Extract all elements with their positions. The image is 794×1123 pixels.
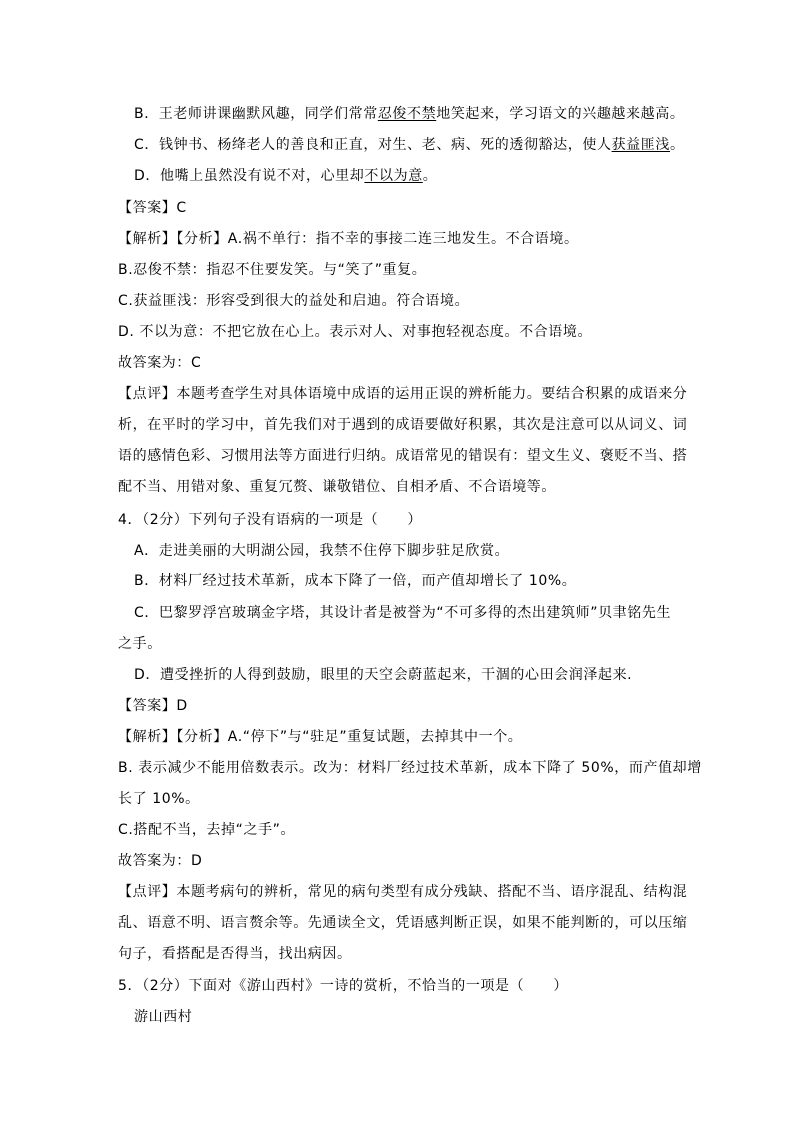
underlined-idiom: 不以为意 [364,168,423,184]
option-line: A．走进美丽的大明湖公园，我禁不住停下脚步驻足欣赏。 [134,543,510,559]
answer-line: 【答案】C [118,200,187,216]
analysis-line: 长了 10%。 [118,791,200,807]
comment-line: 配不当、用错对象、重复冗赘、谦敬错位、自相矛盾、不合语境等。 [118,479,556,495]
comment-line: 语的感情色彩、习惯用法等方面进行归纳。成语常见的错误有：望文生义、褒贬不当、搭 [118,448,688,464]
comment-line: 【点评】本题考查学生对具体语境中成语的运用正误的辨析能力。要结合积累的成语来分 [118,386,688,402]
option-line: C．巴黎罗浮宫玻璃金字塔，其设计者是被誉为“不可多得的杰出建筑师”贝聿铭先生 [134,605,672,621]
underlined-idiom: 忍俊不禁 [377,106,437,122]
option-line: 之手。 [118,636,162,652]
analysis-line: 【解析】【分析】A.祸不单行：指不幸的事接二连三地发生。不合语境。 [118,231,579,247]
option-line [134,167,437,185]
analysis-line: C.获益匪浅：形容受到很大的益处和启迪。符合语境。 [118,293,470,309]
analysis-line: 故答案为：D [118,853,203,869]
option-line: B．材料厂经过技术革新，成本下降了一倍，而产值却增长了 10%。 [134,573,577,589]
analysis-line: B. 表示减少不能用倍数表示。改为：材料厂经过技术革新，成本下降了 50%，而产值却增 [118,760,702,776]
analysis-line: 【解析】【分析】A.“停下”与“驻足”重复试题，去掉其中一个。 [118,729,523,745]
text-segment: 地笑起来，学习语文的兴趣越来越高。 [436,106,685,122]
question-line: 5．（2分）下面对《游山西村》一诗的赏析，不恰当的一项是（ ） [118,978,569,994]
option-line [134,136,685,154]
text-segment: 。 [669,137,685,153]
analysis-line: C.搭配不当，去掉“之手”。 [118,822,296,838]
poem-title-line: 游山西村 [134,1009,193,1025]
underlined-idiom: 获益匪浅 [611,137,670,153]
comment-line: 析，在平时的学习中，首先我们对于遇到的成语要做好积累，其次是注意可以从词义、词 [118,417,688,433]
question-line: 4．（2分）下列句子没有语病的一项是（ ） [118,512,423,528]
analysis-line: 故答案为：C [118,355,202,371]
option-line [134,105,684,123]
comment-line: 【点评】本题考病句的辨析，常见的病句类型有成分残缺、搭配不当、语序混乱、结构混 [118,884,688,900]
option-line: D．遭受挫折的人得到鼓励，眼里的天空会蔚蓝起来，干涸的心田会润泽起来. [134,667,633,683]
comment-line: 句子，看搭配是否得当，找出病因。 [118,946,352,962]
answer-line: 【答案】D [118,698,188,714]
text-segment: B．王老师讲课幽默风趣，同学们常常 [134,106,378,122]
text-segment: C．钱钟书、杨绛老人的善良和正直，对生、老、病、死的透彻豁达，使人 [134,137,612,153]
analysis-line: D. 不以为意：不把它放在心上。表示对人、对事抱轻视态度。不合语境。 [118,324,593,340]
comment-line: 乱、语意不明、语言赘余等。先通读全文，凭语感判断正误，如果不能判断的，可以压缩 [118,915,688,931]
analysis-line: B.忍俊不禁：指忍不住要发笑。与“笑了”重复。 [118,262,427,278]
text-segment: 。 [422,168,438,184]
text-segment: D．他嘴上虽然没有说不对，心里却 [134,168,365,184]
